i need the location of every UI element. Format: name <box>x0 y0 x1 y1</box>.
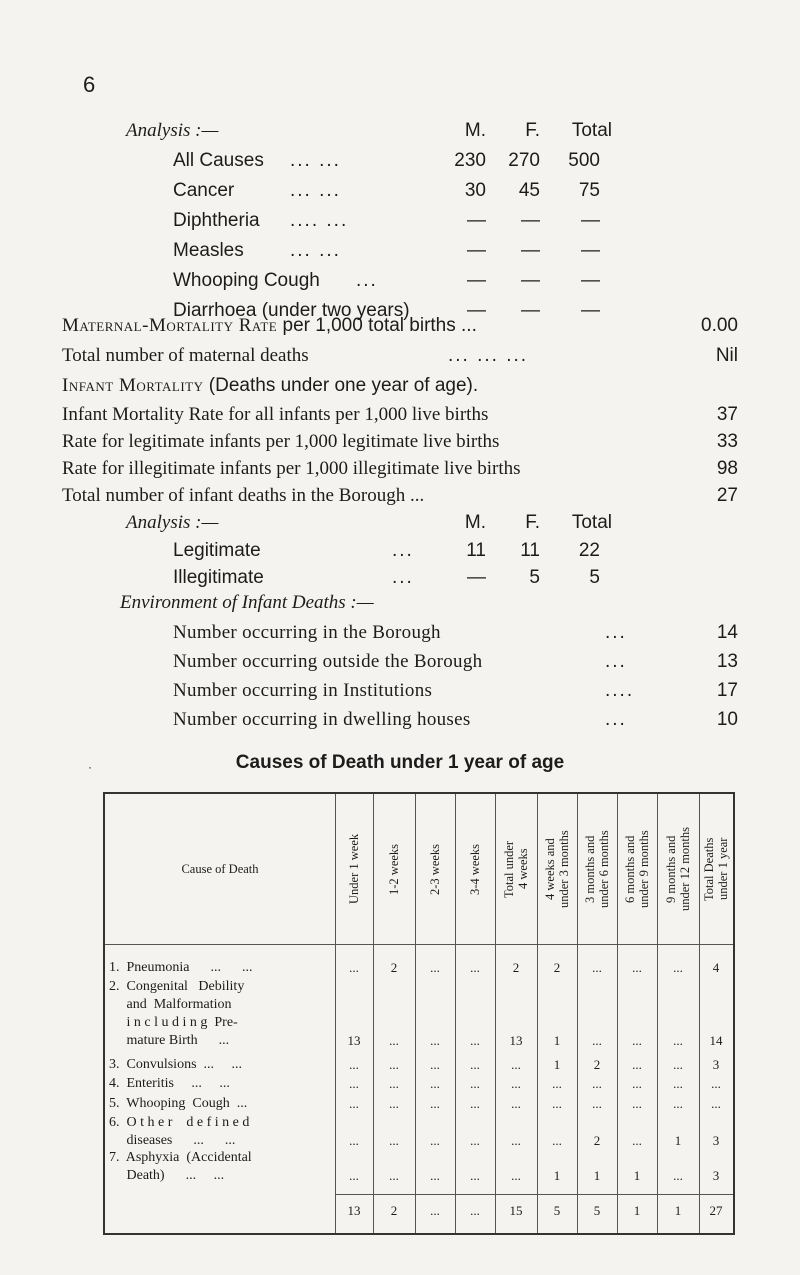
infant-line-value: 98 <box>716 458 738 479</box>
maternal-rate-line <box>62 315 477 337</box>
table-cell: ... <box>592 1076 602 1091</box>
table-cell: 1 <box>593 1168 601 1183</box>
maternal-rate-label: Maternal-Mortality Rate <box>62 315 278 336</box>
analysis-row-label: Cancer <box>173 180 235 201</box>
analysis2-row-label: Legitimate <box>173 540 261 561</box>
infant-line-value: 37 <box>716 404 738 425</box>
table-cell: ... <box>511 1133 521 1148</box>
table-cell: ... <box>389 1096 399 1111</box>
analysis-row-f: 270 <box>508 150 540 171</box>
table-cell: ... <box>711 1076 721 1091</box>
total-cell: 2 <box>390 1203 398 1218</box>
table-cell: ... <box>552 1133 562 1148</box>
analysis2-header-f: F. <box>525 512 540 533</box>
header-f: F. <box>525 120 540 141</box>
table-cell: ... <box>430 1057 440 1072</box>
column-header <box>455 796 495 942</box>
analysis-row-total: — <box>581 270 600 291</box>
maternal-deaths-dots: ... ... ... <box>448 345 529 366</box>
analysis-row-f: — <box>521 240 540 261</box>
maternal-rate-rest: per 1,000 total births ... <box>277 315 477 336</box>
totals-divider <box>335 1194 733 1195</box>
column-header-line: under 6 months <box>597 830 611 908</box>
table-cell: 2 <box>593 1057 601 1072</box>
table-cell: 3 <box>712 1057 720 1072</box>
analysis2-row-dots: ... <box>392 540 414 561</box>
cause-label: and Malformation <box>109 997 232 1012</box>
infant-line-value: 27 <box>716 485 738 506</box>
infant-heading-rest: (Deaths under one year of age). <box>203 375 479 396</box>
table-cell: ... <box>470 960 480 975</box>
column-header <box>699 796 733 942</box>
table-cell: 14 <box>709 1033 723 1048</box>
analysis2-label: Analysis :— <box>126 512 219 533</box>
table-cell: ... <box>552 1096 562 1111</box>
analysis-label: Analysis :— <box>126 120 219 141</box>
cause-header-text: Cause of Death <box>181 862 259 876</box>
total-cell: ... <box>470 1203 480 1218</box>
analysis-row-dots: .... ... <box>290 210 349 231</box>
table-cell: ... <box>430 1133 440 1148</box>
column-header-line: Total under <box>502 840 516 898</box>
table-cell: 4 <box>712 960 720 975</box>
analysis2-row-m: 11 <box>466 540 486 561</box>
header-total: Total <box>571 120 612 141</box>
table-cell: ... <box>632 1096 642 1111</box>
column-header <box>537 796 577 942</box>
environment-line-dots: ... <box>605 709 627 730</box>
table-cell: ... <box>470 1033 480 1048</box>
analysis2-row-label: Illegitimate <box>173 567 264 588</box>
table-cell: ... <box>511 1057 521 1072</box>
column-header-line: 3 months and <box>583 835 597 903</box>
cause-label: 5. Whooping Cough ... <box>109 1096 248 1111</box>
environment-line-value: 17 <box>716 680 738 701</box>
column-header-line: 2-3 weeks <box>428 843 442 895</box>
table-cell: 1 <box>633 1168 641 1183</box>
column-header-line: under 3 months <box>557 830 571 908</box>
table-cell: ... <box>349 1168 359 1183</box>
total-cell: 5 <box>593 1203 601 1218</box>
environment-heading: Environment of Infant Deaths :— <box>120 592 374 613</box>
cause-label: 7. Asphyxia (Accidental <box>109 1150 252 1165</box>
column-header <box>617 796 657 942</box>
table-cell: ... <box>511 1168 521 1183</box>
table-cell: 2 <box>593 1133 601 1148</box>
table-cell: ... <box>470 1076 480 1091</box>
table-cell: ... <box>470 1133 480 1148</box>
cause-label: 2. Congenital Debility <box>109 979 245 994</box>
column-header <box>335 796 373 942</box>
analysis2-header-total: Total <box>571 512 612 533</box>
spacer <box>335 1112 733 1113</box>
table-cell: 13 <box>509 1033 523 1048</box>
table-cell: ... <box>430 1096 440 1111</box>
column-header-line: 4 weeks and <box>543 838 557 900</box>
cause-label: i n c l u d i n g Pre- <box>109 1015 238 1030</box>
column-header <box>577 796 617 942</box>
table-cell: ... <box>632 1133 642 1148</box>
analysis-row-label: Diphtheria <box>173 210 260 231</box>
table-cell: ... <box>389 1133 399 1148</box>
table-cell: 3 <box>712 1168 720 1183</box>
analysis-row-m: 30 <box>464 180 486 201</box>
table-cell: 3 <box>712 1133 720 1148</box>
table-cell: ... <box>389 1057 399 1072</box>
analysis2-header-m: M. <box>464 512 486 533</box>
column-header-line: 4 weeks <box>516 848 530 890</box>
analysis-row-label: All Causes <box>173 150 264 171</box>
table-cell: ... <box>389 1076 399 1091</box>
total-cell: 5 <box>553 1203 561 1218</box>
bullet-mark: · <box>88 760 92 774</box>
column-header <box>495 796 537 942</box>
table-title: Causes of Death under 1 year of age <box>235 752 565 773</box>
table-cell: ... <box>511 1076 521 1091</box>
analysis-row-m: — <box>467 210 486 231</box>
analysis-row-f: — <box>521 210 540 231</box>
table-cell: ... <box>349 1096 359 1111</box>
analysis2-row-f: 5 <box>529 567 540 588</box>
column-header-line: Total Deaths <box>702 837 716 901</box>
analysis-row-dots: ... ... <box>290 180 341 201</box>
column-header-line: 3-4 weeks <box>468 843 482 895</box>
environment-line-label: Number occurring in Institutions <box>173 680 433 701</box>
environment-line-value: 10 <box>716 709 738 730</box>
table-cell: ... <box>673 1057 683 1072</box>
table-cell: ... <box>349 1133 359 1148</box>
table-cell: ... <box>430 960 440 975</box>
analysis-row-f: — <box>521 270 540 291</box>
infant-heading <box>62 375 478 397</box>
header-m: M. <box>464 120 486 141</box>
infant-line-label: Rate for legitimate infants per 1,000 legitimate live births <box>62 431 500 452</box>
table-cell: 1 <box>553 1057 561 1072</box>
analysis2-row-f: 11 <box>520 540 540 561</box>
infant-line-label: Rate for illegitimate infants per 1,000 illegitimate live births <box>62 458 521 479</box>
table-cell: ... <box>349 1076 359 1091</box>
total-cell: 27 <box>709 1203 723 1218</box>
environment-line-value: 14 <box>716 622 738 643</box>
analysis-row-f: 45 <box>518 180 540 201</box>
cause-label: mature Birth ... <box>109 1033 230 1048</box>
causes-table <box>103 792 735 1235</box>
total-cell: 1 <box>674 1203 682 1218</box>
table-cell: ... <box>430 1033 440 1048</box>
analysis-row-label: Diarrhoea (under two years) <box>173 300 410 321</box>
maternal-deaths-text: Total number of maternal deaths <box>62 345 309 366</box>
analysis-row-total: — <box>581 300 600 321</box>
analysis-row-total: 75 <box>578 180 600 201</box>
column-header-line: Under 1 week <box>347 833 361 905</box>
header-divider <box>105 944 733 945</box>
table-cell: ... <box>673 960 683 975</box>
table-cell: ... <box>673 1168 683 1183</box>
infant-heading-label: Infant Mortality <box>62 375 204 396</box>
cause-label: 4. Enteritis ... ... <box>109 1076 230 1091</box>
table-cell: ... <box>389 1033 399 1048</box>
environment-line-dots: ... <box>605 651 627 672</box>
infant-line-label: Total number of infant deaths in the Borough ... <box>62 485 425 506</box>
analysis-row-total: — <box>581 240 600 261</box>
environment-line-label: Number occurring in dwelling houses <box>173 709 471 730</box>
table-cell: ... <box>470 1057 480 1072</box>
column-header-line: under 1 year <box>716 837 730 901</box>
table-cell: 1 <box>553 1168 561 1183</box>
column-header-line: under 9 months <box>637 830 651 908</box>
table-cell: 2 <box>553 960 561 975</box>
table-cell: ... <box>673 1076 683 1091</box>
analysis2-row-total: 22 <box>578 540 600 561</box>
table-cell: ... <box>711 1096 721 1111</box>
cause-label: 3. Convulsions ... ... <box>109 1057 243 1072</box>
total-cell: 13 <box>347 1203 361 1218</box>
total-cell: 15 <box>509 1203 523 1218</box>
table-cell: ... <box>632 960 642 975</box>
analysis-row-f: — <box>521 300 540 321</box>
analysis2-row-m: — <box>467 567 486 588</box>
table-cell: ... <box>470 1096 480 1111</box>
maternal-deaths-value: Nil <box>715 345 738 366</box>
table-cell: ... <box>632 1076 642 1091</box>
table-cell: 2 <box>390 960 398 975</box>
table-cell: 1 <box>553 1033 561 1048</box>
analysis-row-m: 230 <box>454 150 486 171</box>
table-cell: ... <box>430 1168 440 1183</box>
cause-label: 1. Pneumonia ... ... <box>109 960 253 975</box>
table-cell: ... <box>349 1057 359 1072</box>
column-header-line: 1-2 weeks <box>387 843 401 895</box>
table-cell: ... <box>349 960 359 975</box>
analysis-row-dots: ... ... <box>290 240 341 261</box>
analysis-row-dots: ... <box>356 270 378 291</box>
analysis-row-label: Whooping Cough <box>173 270 320 291</box>
infant-line-label: Infant Mortality Rate for all infants per 1,000 live births <box>62 404 489 425</box>
environment-line-dots: ... <box>605 622 627 643</box>
column-header <box>657 796 699 942</box>
environment-line-label: Number occurring outside the Borough <box>173 651 483 672</box>
table-cell: ... <box>511 1096 521 1111</box>
maternal-deaths-label <box>62 345 309 367</box>
analysis-row-total: — <box>581 210 600 231</box>
table-cell: ... <box>673 1096 683 1111</box>
table-cell: ... <box>592 1096 602 1111</box>
cause-label: Death) ... ... <box>109 1168 225 1183</box>
total-cell: 1 <box>633 1203 641 1218</box>
table-cell: 2 <box>512 960 520 975</box>
total-cell: ... <box>430 1203 440 1218</box>
table-cell: ... <box>592 1033 602 1048</box>
environment-line-dots: .... <box>605 680 635 701</box>
analysis-row-m: — <box>467 240 486 261</box>
analysis-row-total: 500 <box>568 150 600 171</box>
table-cell: 1 <box>674 1133 682 1148</box>
table-cell: ... <box>673 1033 683 1048</box>
page-number: 6 <box>83 72 96 97</box>
analysis2-row-dots: ... <box>392 567 414 588</box>
column-header-line: 6 months and <box>623 835 637 903</box>
cause-label: 6. O t h e r d e f i n e d <box>109 1115 250 1130</box>
analysis-row-m: — <box>467 270 486 291</box>
maternal-rate-value: 0.00 <box>701 315 738 336</box>
analysis2-row-total: 5 <box>589 567 600 588</box>
table-cell: ... <box>470 1168 480 1183</box>
column-header-line: 9 months and <box>664 835 678 903</box>
column-header-line: under 12 months <box>678 826 692 912</box>
table-cell: ... <box>592 960 602 975</box>
table-cell: ... <box>552 1076 562 1091</box>
column-header <box>373 796 415 942</box>
analysis-row-m: — <box>467 300 486 321</box>
cause-header <box>105 796 335 942</box>
table-cell: ... <box>389 1168 399 1183</box>
table-cell: ... <box>632 1033 642 1048</box>
cause-label: diseases ... ... <box>109 1133 236 1148</box>
column-header <box>415 796 455 942</box>
table-cell: ... <box>430 1076 440 1091</box>
analysis-row-label: Measles <box>173 240 244 261</box>
environment-line-label: Number occurring in the Borough <box>173 622 441 643</box>
environment-line-value: 13 <box>716 651 738 672</box>
table-cell: 13 <box>347 1033 361 1048</box>
analysis-row-dots: ... ... <box>290 150 341 171</box>
infant-line-value: 33 <box>716 431 738 452</box>
table-cell: ... <box>632 1057 642 1072</box>
